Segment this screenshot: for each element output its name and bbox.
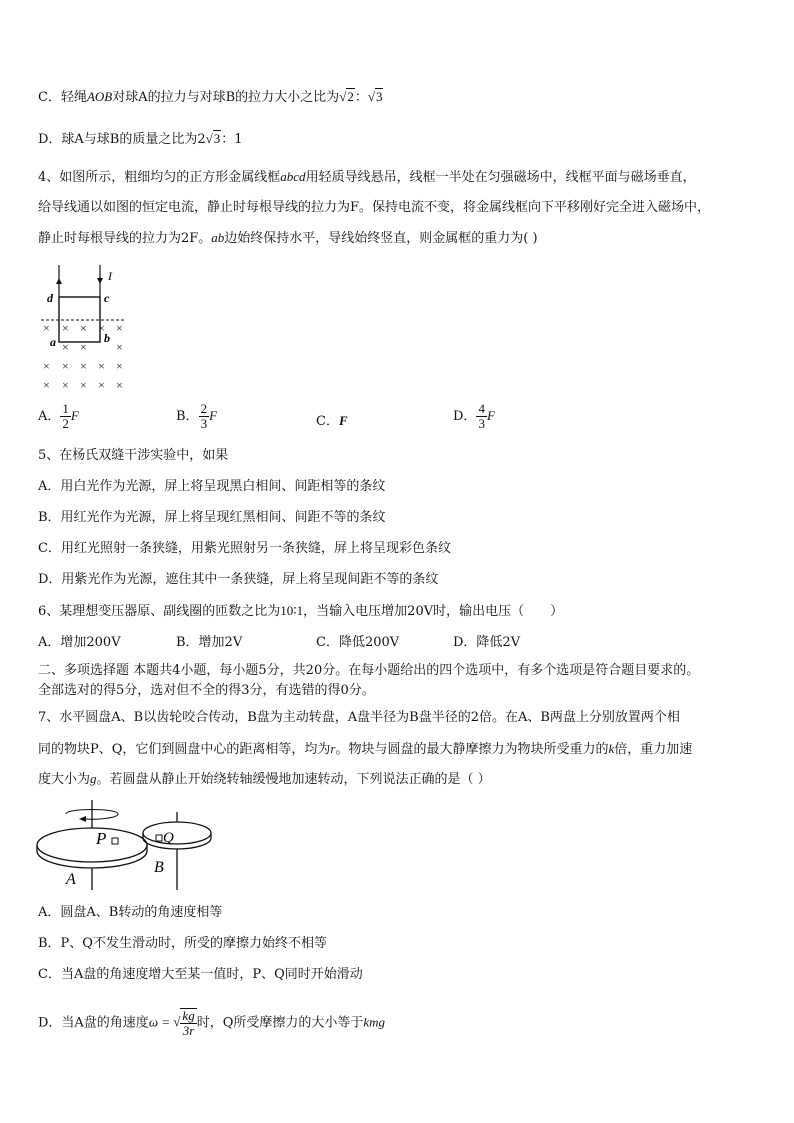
q7-option-c[interactable]: C．当A盘的角速度增大至某一值时，P、Q同时开始滑动 (38, 967, 363, 982)
q4-stem-line3: 静止时每根导线的拉力为2F。ab边始终保持水平，导线始终竖直，则金属框的重力为( ) (38, 230, 538, 246)
label-q: Q (163, 830, 174, 846)
q3-c-aob: AOB (86, 89, 113, 104)
q7-figure (36, 798, 226, 893)
q5-option-b[interactable]: B．用红光作为光源，屏上将呈现红黑相间、间距不等的条纹 (38, 510, 386, 525)
magnetic-field-crosses (43, 321, 123, 392)
cross-icon: × (62, 359, 69, 373)
q5-option-c[interactable]: C．用红光照射一条狭缝，用紫光照射另一条狭缝，屏上将呈现彩色条纹 (38, 541, 451, 556)
disk-b (143, 822, 211, 844)
cross-icon: × (80, 321, 87, 335)
q3-c-prefix: C．轻绳 (38, 90, 87, 105)
disk-a (37, 828, 147, 862)
label-I: I (108, 269, 112, 283)
block-p (112, 838, 118, 844)
q7-stem-line2: 同的物块P、Q，它们到圆盘中心的距离相等，均为r。物块与圆盘的最大静摩擦力为物块所受重力的k倍，重力加速 (38, 741, 693, 757)
label-b: b (104, 331, 110, 345)
cross-icon: × (98, 359, 105, 373)
q4-option-d[interactable]: D． $\frac{4}{3}$ F (453, 401, 495, 431)
q3-c-mid: 对球A的拉力与对球B的拉力大小之比为 (112, 90, 340, 105)
cross-icon: × (62, 340, 69, 354)
q6-ratio: 10∶1 (280, 603, 304, 618)
q4-option-a[interactable]: A． $\frac{1}{2}$ F (38, 401, 79, 431)
q5-option-a[interactable]: A．用白光作为光源，屏上将呈现黑白相间、间距相等的条纹 (38, 479, 386, 494)
q7-stem-line1: 7、水平圆盘A、B以齿轮咬合传动，B盘为主动转盘，A盘半径为B盘半径的2倍。在A、B两盘上分别放置两个相 (38, 710, 680, 725)
cross-icon: × (80, 340, 87, 354)
cross-icon: × (43, 359, 50, 373)
section2-line1: 二、多项选择题 本题共4小题，每小题5分，共20分。在每小题给出的四个选项中，有多个选项是符合题目要求的。 (38, 663, 700, 678)
q4-figure (38, 262, 138, 392)
cross-icon: × (116, 378, 123, 392)
label-c: c (104, 291, 110, 305)
cross-icon: × (116, 359, 123, 373)
q6-option-a[interactable]: A．增加200V (38, 635, 121, 650)
arrow-down-icon (97, 278, 103, 284)
q3-option-c (38, 88, 383, 107)
q4-option-b[interactable]: B． $\frac{2}{3}$ F (176, 401, 218, 431)
label-a: a (50, 335, 56, 349)
cross-icon: × (116, 340, 123, 354)
cross-icon: × (43, 321, 50, 335)
cross-icon: × (43, 378, 50, 392)
q6-option-d[interactable]: D．降低2V (453, 635, 521, 650)
cross-icon: × (62, 378, 69, 392)
q7-option-d[interactable]: D．当A盘的角速度ω = √ $\frac{kg}{3r}$ 时，Q所受摩擦力的大小等于kmg (38, 1008, 386, 1038)
cross-icon: × (62, 321, 69, 335)
q4-ab: ab (211, 230, 225, 245)
section2-line2: 全部选对的得5分，选对但不全的得3分，有选错的得0分。 (38, 683, 375, 698)
label-p: P (96, 829, 107, 848)
sqrt-2: √2 (339, 89, 354, 104)
q7-option-b[interactable]: B．P、Q不发生滑动时，所受的摩擦力始终不相等 (38, 936, 327, 951)
cross-icon: × (98, 321, 105, 335)
cross-icon: × (116, 321, 123, 335)
cross-icon: × (80, 378, 87, 392)
label-d: d (47, 291, 53, 305)
label-disk-b: B (154, 859, 164, 876)
q6-option-b[interactable]: B．增加2V (176, 635, 243, 650)
sqrt-3-d: √3 (205, 131, 221, 146)
label-disk-a: A (66, 871, 76, 888)
q5-stem: 5、在杨氏双缝干涉实验中，如果 (38, 448, 229, 463)
arrow-up-icon (56, 278, 62, 284)
q7-stem-line3: 度大小为g。若圆盘从静止开始绕转轴缓慢地加速转动，下列说法正确的是（ ） (38, 771, 491, 787)
q7-option-a[interactable]: A．圆盘A、B转动的角速度相等 (38, 905, 223, 920)
cross-icon: × (80, 359, 87, 373)
q4-stem-line1: 4、如图所示，粗细均匀的正方形金属线框abcd用轻质导线悬吊，线框一半处在匀强磁场中，线框平面与磁场垂直， (38, 169, 696, 185)
sqrt-3: √3 (367, 89, 383, 104)
q6-option-c[interactable]: C．降低200V (316, 635, 400, 650)
q3-c-colon: ： (354, 90, 368, 105)
cross-icon: × (98, 378, 105, 392)
q3-option-d (38, 130, 243, 149)
q5-option-d[interactable]: D．用紫光作为光源，遮住其中一条狭缝，屏上将呈现间距不等的条纹 (38, 572, 439, 587)
q6-stem: 6、某理想变压器原、副线圈的匝数之比为10∶1，当输入电压增加20V时，输出电压（ ） (38, 603, 564, 619)
q3-d-prefix: D．球A与球B的质量之比为2 (38, 132, 206, 147)
q3-d-suffix: ：1 (221, 132, 243, 147)
q4-option-c[interactable]: C．F (316, 413, 348, 429)
sqrt-fraction: √ $\frac{kg}{3r}$ (173, 1008, 195, 1038)
q4-stem-line2: 给导线通以如图的恒定电流，静止时每根导线的拉力为F。保持电流不变，将金属线框向下平移刚好完全进入磁场中， (38, 200, 711, 215)
block-q (156, 835, 162, 841)
q4-abcd: abcd (280, 169, 306, 184)
